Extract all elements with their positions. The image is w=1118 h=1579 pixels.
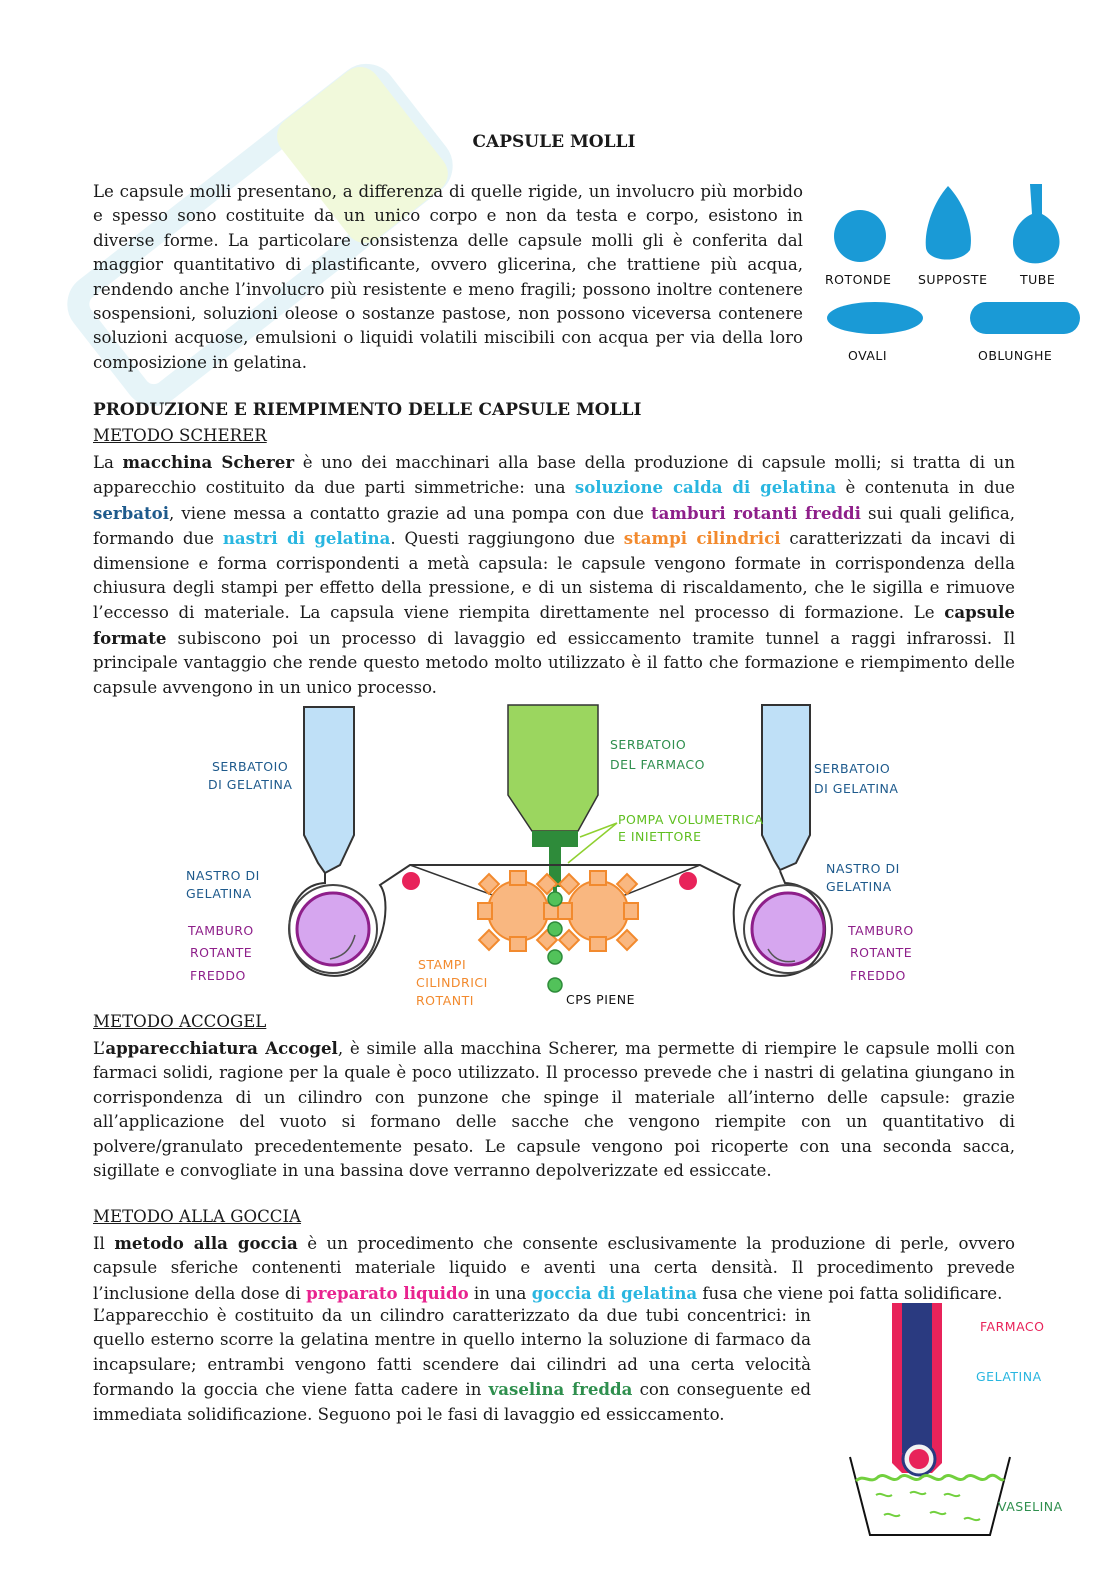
label-pump-2: E INIETTORE xyxy=(618,829,702,844)
label-left-ribbon-2: GELATINA xyxy=(186,886,252,901)
label-left-reservoir-2: DI GELATINA xyxy=(208,777,293,792)
oblong-capsule-shape xyxy=(970,302,1080,334)
intro-paragraph: Le capsule molli presentano, a differenza di quelle rigide, un involucro più morbido e spesso sono costituite da un unico corpo e non da testa e corpo, esistono in diverse forme. La particolare consistenza delle capsule molli gli è conferita dal maggior quantitativo di plastificante, ovvero glicerina, che trattiene più acqua, rendendo anche l’involucro più resistente e meno fragili; possono inoltre contenere sospensioni, soluzioni oleose o sostanze pastose, non possono viceversa contenere soluzioni acquose, emulsioni o liquidi volatili miscibili con acqua per via della loro composizione in gelatina. xyxy=(93,182,803,372)
label-vaselina: VASELINA xyxy=(998,1499,1063,1514)
inner-tube xyxy=(902,1303,932,1453)
label-supposte: SUPPOSTE xyxy=(918,272,988,287)
section-title: PRODUZIONE E RIEMPIMENTO DELLE CAPSULE MOLLI xyxy=(93,400,642,420)
label-drug-reservoir-2: DEL FARMACO xyxy=(610,757,705,772)
label-farmaco: FARMACO xyxy=(980,1319,1045,1334)
label-left-ribbon-1: NASTRO DI xyxy=(186,868,260,883)
drug-reservoir xyxy=(508,705,598,831)
label-right-ribbon-1: NASTRO DI xyxy=(826,861,900,876)
label-left-drum-3: FREDDO xyxy=(190,968,246,983)
accogel-paragraph: L’apparecchiatura Accogel, è simile alla macchina Scherer, ma permette di riempire le capsule molli con farmaci solidi, ragione per la quale è poco utilizzato. Il processo prevede che i nastri di gelatina giungano in corrispondenza di un cilindro con punzone che spinge il materiale all’interno delle capsule: grazie all’applicazione del vuoto si formano delle sacche che vengono riempite con un quantitativo di polvere/granulato precedentemente pesato. Le capsule vengono poi ricoperte con una seconda sacca, sigillate e convogliate in una bassina dove verranno depolverizzate ed essiccate. xyxy=(93,1038,1016,1181)
left-gelatin-reservoir xyxy=(304,707,354,873)
left-pink-dot xyxy=(402,872,420,890)
pump-block xyxy=(532,831,578,847)
label-dies-2: CILINDRICI xyxy=(416,975,488,990)
goccia-paragraph-2: L’apparecchio è costituito da un cilindro caratterizzato da due tubi concentrici: in quello esterno scorre la gelatina mentre in quello interno la soluzione di farmaco da incapsulare; entrambi vengono fatti scendere dai cilindri ad una certa velocità formando la goccia che viene fatta cadere in vaselina fredda con conseguente ed immediata solidificazione. Seguono poi le fasi di lavaggio ed essiccamento. xyxy=(93,1306,811,1424)
label-right-reservoir-1: SERBATOIO xyxy=(814,761,891,776)
goccia-paragraph-1: Il metodo alla goccia è un procedimento che consente esclusivamente la produzione di perle, ovvero capsule sferiche contenenti materiale liquido e aventi una certa densità. Il procedimento prevede l’inclusione della dose di preparato liquido in una goccia di gelatina fusa che viene poi fatta solidificare. xyxy=(93,1233,1015,1303)
drop-method-figure xyxy=(840,1295,1100,1555)
label-left-reservoir-1: SERBATOIO xyxy=(212,759,289,774)
page-title: CAPSULE MOLLI xyxy=(472,132,636,152)
label-right-drum-2: ROTANTE xyxy=(850,945,913,960)
label-drug-reservoir-1: SERBATOIO xyxy=(610,737,687,752)
label-tube: TUBE xyxy=(1020,272,1056,287)
suppository-capsule-shape xyxy=(926,186,971,260)
label-right-reservoir-2: DI GELATINA xyxy=(814,781,899,796)
capsule-shapes-figure xyxy=(820,176,1090,376)
round-capsule-shape xyxy=(834,210,886,262)
label-right-ribbon-2: GELATINA xyxy=(826,879,892,894)
tube-capsule-shape xyxy=(1013,184,1060,263)
goccia-heading: METODO ALLA GOCCIA xyxy=(93,1207,302,1226)
label-ovali: OVALI xyxy=(848,348,888,363)
scherer-heading: METODO SCHERER xyxy=(93,426,267,445)
accogel-heading: METODO ACCOGEL xyxy=(93,1012,267,1031)
label-right-drum-1: TAMBURO xyxy=(848,923,914,938)
scherer-diagram xyxy=(180,695,940,1015)
label-gelatina: GELATINA xyxy=(976,1369,1042,1384)
label-dies-3: ROTANTI xyxy=(416,993,474,1008)
left-rotary-die xyxy=(478,871,558,951)
label-filled-capsules: CPS PIENE xyxy=(566,992,636,1007)
label-right-drum-3: FREDDO xyxy=(850,968,906,983)
label-dies-1: STAMPI xyxy=(418,957,467,972)
right-gelatin-reservoir xyxy=(762,705,810,870)
scherer-paragraph: La macchina Scherer è uno dei macchinari alla base della produzione di capsule molli; si tratta di un apparecchio costituito da due parti simmetriche: una soluzione calda di gelatina è contenuta in due serbatoi, viene messa a contatto grazie ad una pompa con due tamburi rotanti freddi sui quali gelifica, formando due nastri di gelatina. Questi raggiungono due stampi cilindrici caratterizzati da incavi di dimensione e forma corrispondenti a metà capsula: le capsule vengono formate in corrispondenza della chiusura degli stampi per effetto della pressione, e di un sistema di riscaldamento, che le sigilla e rimuove l’eccesso di materiale. La capsula viene riempita direttamente nel processo di formazione. Le capsule formate subiscono poi un processo di lavaggio ed essiccamento tramite tunnel a raggi infrarossi. Il principale vantaggio che rende questo metodo molto utilizzato è il fatto che formazione e riempimento delle capsule avvengono in un unico processo. xyxy=(93,452,1016,697)
right-rotary-die xyxy=(558,871,638,951)
label-pump-1: POMPA VOLUMETRICA xyxy=(618,812,764,827)
label-oblunghe: OBLUNGHE xyxy=(978,348,1053,363)
label-rotonde: ROTONDE xyxy=(825,272,892,287)
label-left-drum-1: TAMBURO xyxy=(188,923,254,938)
label-left-drum-2: ROTANTE xyxy=(190,945,253,960)
oval-capsule-shape xyxy=(827,302,923,334)
right-pink-dot xyxy=(679,872,697,890)
